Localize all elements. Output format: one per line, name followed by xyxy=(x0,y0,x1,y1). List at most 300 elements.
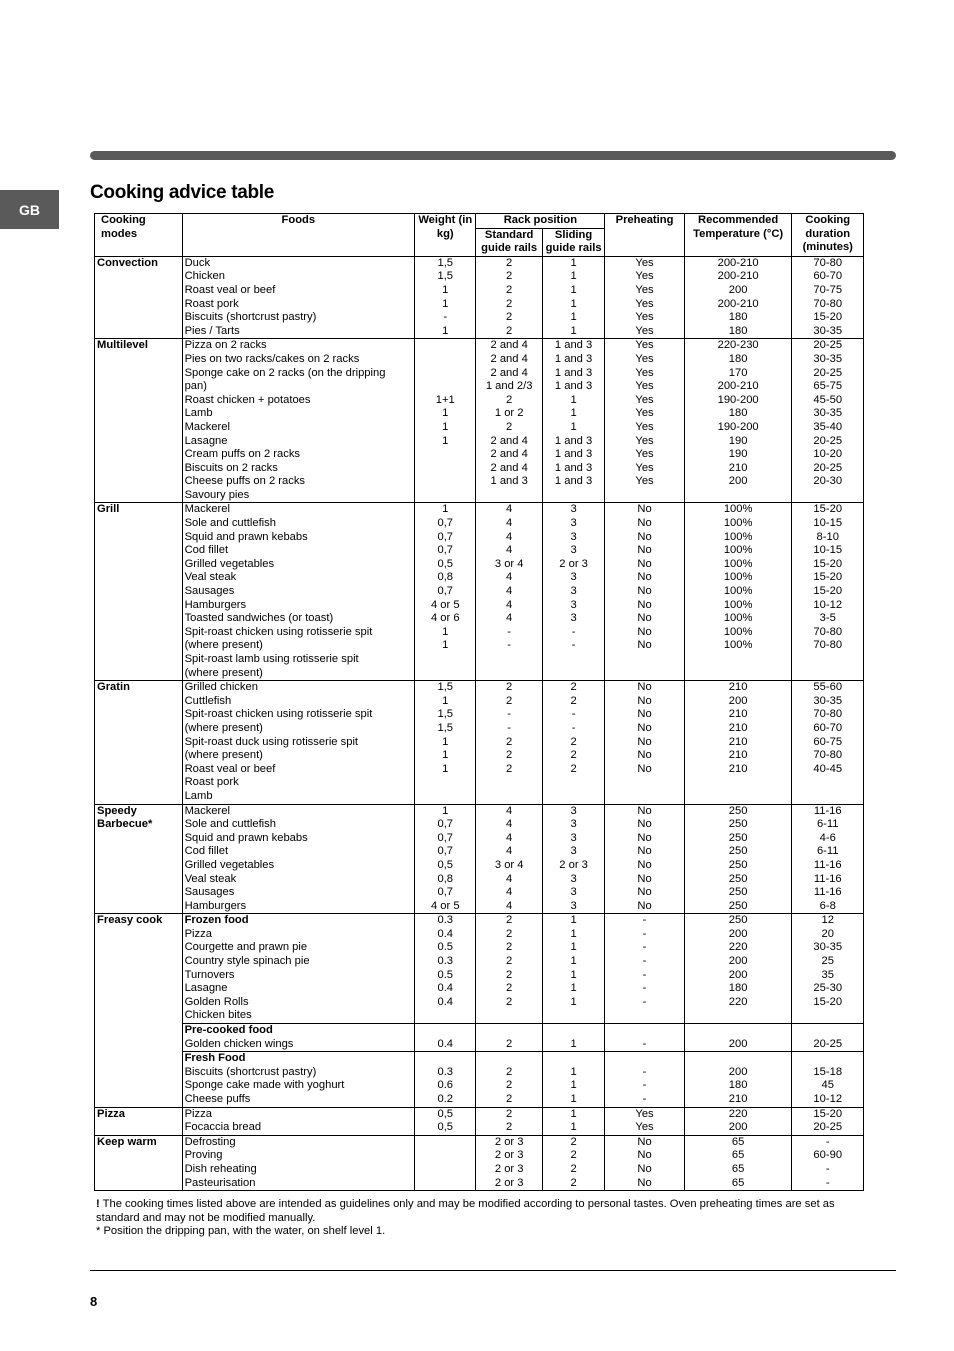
temperature-value: 250 xyxy=(728,886,748,899)
preheating-value: Yes xyxy=(635,448,654,461)
sliding-cell xyxy=(542,503,604,681)
food-item: Cheese puffs on 2 racks xyxy=(184,475,306,488)
preheating-value: No xyxy=(637,571,652,584)
duration-value: 20-25 xyxy=(813,366,843,379)
preheating-value: No xyxy=(637,639,652,652)
duration-value xyxy=(794,790,861,804)
weight-value: 1,5 xyxy=(437,256,454,269)
weight-value: 1 xyxy=(442,434,449,447)
table-row xyxy=(95,503,864,681)
preheating-value: No xyxy=(637,1162,652,1175)
bottom-rule xyxy=(90,1270,896,1271)
food-item: Biscuits on 2 racks xyxy=(184,461,278,474)
duration-value: 70-80 xyxy=(813,639,843,652)
weight-cell xyxy=(415,1135,476,1190)
sliding-cell xyxy=(542,804,604,914)
weight-value: 4 or 6 xyxy=(430,612,460,625)
preheating-value: No xyxy=(637,585,652,598)
standard-value xyxy=(478,1009,539,1023)
sliding-cell xyxy=(542,1135,604,1190)
food-item: Sausages xyxy=(184,585,235,598)
sliding-value: 3 xyxy=(570,845,577,858)
preheating-value: Yes xyxy=(635,1107,654,1120)
standard-value: 3 or 4 xyxy=(494,557,524,570)
weight-value: 0.3 xyxy=(437,1065,454,1078)
sliding-value: 2 xyxy=(570,1149,577,1162)
temperature-value: 180 xyxy=(728,311,748,324)
sliding-value: 3 xyxy=(570,571,577,584)
duration-value: 30-35 xyxy=(813,352,843,365)
weight-value: 1 xyxy=(442,297,449,310)
duration-cell xyxy=(792,339,864,503)
preheating-value: Yes xyxy=(635,461,654,474)
duration-value: 4-6 xyxy=(819,831,836,844)
weight-value: 0,5 xyxy=(437,557,454,570)
weight-value: 0.5 xyxy=(437,968,454,981)
temperature-value xyxy=(687,667,790,681)
standard-value: 2 xyxy=(506,1079,513,1092)
header-standard-rails: Standard guide rails xyxy=(476,228,542,256)
preheating-value: - xyxy=(642,927,647,940)
weight-value: 1 xyxy=(442,639,449,652)
temperature-value: 210 xyxy=(728,681,748,694)
duration-value: 11-16 xyxy=(813,886,842,899)
weight-value: 1,5 xyxy=(437,708,454,721)
sliding-value: 1 xyxy=(570,927,577,940)
standard-value xyxy=(478,776,539,790)
temperature-value: 65 xyxy=(731,1135,745,1148)
weight-value: 0.6 xyxy=(437,1079,454,1092)
preheating-value: No xyxy=(637,886,652,899)
temperature-cell xyxy=(684,339,792,503)
temperature-cell xyxy=(684,1107,792,1135)
standard-value: 2 and 4 xyxy=(490,352,528,365)
weight-value xyxy=(417,653,473,667)
sliding-value xyxy=(545,653,602,667)
food-category-heading: Fresh Food xyxy=(184,1052,246,1065)
standard-value: 2 xyxy=(506,1037,513,1050)
sliding-value: 2 xyxy=(570,1135,577,1148)
standard-cell xyxy=(476,914,542,1024)
temperature-value: 100% xyxy=(723,598,753,611)
weight-value: 0,7 xyxy=(437,831,454,844)
food-item: (where present) xyxy=(184,749,263,762)
temperature-value xyxy=(687,1009,790,1023)
standard-cell xyxy=(476,804,542,914)
header-weight: Weight (in kg) xyxy=(415,214,476,257)
duration-value xyxy=(794,489,861,503)
temperature-cell xyxy=(684,503,792,681)
cooking-mode-cell: Pizza xyxy=(95,1107,183,1135)
preheating-value: No xyxy=(637,530,652,543)
preheating-value xyxy=(607,667,682,681)
sliding-value: 3 xyxy=(570,585,577,598)
sliding-value: 3 xyxy=(570,872,577,885)
weight-value: 0.5 xyxy=(437,941,454,954)
food-item: Mackerel xyxy=(184,420,230,433)
temperature-value: 100% xyxy=(723,530,753,543)
standard-value: 4 xyxy=(506,886,513,899)
sliding-value: 1 and 3 xyxy=(554,475,593,488)
temperature-value: 100% xyxy=(723,612,753,625)
food-item: Spit-roast chicken using rotisserie spit xyxy=(184,625,373,638)
food-category-heading: Frozen food xyxy=(184,914,249,927)
sliding-cell xyxy=(542,339,604,503)
table-row xyxy=(95,1024,864,1052)
preheating-value: - xyxy=(642,1065,647,1078)
duration-value: 70-80 xyxy=(813,749,843,762)
duration-value: 20-25 xyxy=(813,1037,843,1050)
preheating-cell xyxy=(605,681,685,804)
preheating-cell xyxy=(605,804,685,914)
temperature-value: 220 xyxy=(728,995,748,1008)
food-item: Roast chicken + potatoes xyxy=(184,393,311,406)
standard-value: 2 xyxy=(506,762,513,775)
standard-cell xyxy=(476,339,542,503)
weight-cell xyxy=(415,1052,476,1107)
standard-value: 4 xyxy=(506,872,513,885)
food-item: Pizza xyxy=(184,927,212,940)
standard-value: 2 xyxy=(506,270,513,283)
temperature-value: 180 xyxy=(728,352,748,365)
temperature-value: 200-210 xyxy=(717,297,759,310)
temperature-value: 65 xyxy=(731,1176,745,1189)
preheating-value xyxy=(607,776,682,790)
sliding-value: 1 and 3 xyxy=(554,380,593,393)
weight-value: 0,7 xyxy=(437,530,454,543)
duration-cell xyxy=(792,503,864,681)
foods-cell xyxy=(182,1107,415,1135)
weight-value: 0,7 xyxy=(437,818,454,831)
sliding-value: 1 xyxy=(570,311,577,324)
weight-cell xyxy=(415,914,476,1024)
food-item: Golden chicken wings xyxy=(184,1037,294,1050)
temperature-value: 180 xyxy=(728,324,748,337)
cooking-mode-cell: Speedy Barbecue* xyxy=(95,804,183,914)
standard-value: 4 xyxy=(506,899,513,912)
standard-value: 4 xyxy=(506,804,513,817)
preheating-value: Yes xyxy=(635,283,654,296)
food-item: Sponge cake on 2 racks (on the dripping xyxy=(184,366,386,379)
temperature-cell xyxy=(684,1135,792,1190)
weight-value: 1 xyxy=(442,503,449,516)
duration-value: 15-20 xyxy=(813,557,843,570)
weight-value: 1 xyxy=(442,625,449,638)
standard-value: 2 xyxy=(506,982,513,995)
preheating-value: Yes xyxy=(635,380,654,393)
sliding-value: 3 xyxy=(570,612,577,625)
food-item: Sausages xyxy=(184,886,235,899)
sliding-value: 3 xyxy=(570,804,577,817)
duration-value: 35 xyxy=(821,968,834,981)
weight-value: 1 xyxy=(442,762,449,775)
temperature-value: 200 xyxy=(728,968,748,981)
standard-cell xyxy=(476,1024,542,1052)
standard-value: 4 xyxy=(506,612,513,625)
standard-value: 2 xyxy=(506,941,513,954)
sliding-value xyxy=(545,1052,602,1066)
weight-cell xyxy=(415,1107,476,1135)
food-item: Grilled vegetables xyxy=(184,858,275,871)
standard-value: 2 xyxy=(506,995,513,1008)
temperature-cell xyxy=(684,256,792,339)
standard-value: 4 xyxy=(506,818,513,831)
sliding-value: 1 xyxy=(570,1121,577,1134)
standard-value: 2 or 3 xyxy=(494,1176,524,1189)
duration-value: 60-75 xyxy=(813,735,843,748)
sliding-value: 1 xyxy=(570,1079,577,1092)
weight-value: 0,7 xyxy=(437,585,454,598)
food-item: Savoury pies xyxy=(184,488,250,501)
weight-value: 0.3 xyxy=(437,955,454,968)
preheating-value: Yes xyxy=(635,407,654,420)
duration-value xyxy=(794,653,861,667)
page-number: 8 xyxy=(90,1294,98,1309)
standard-value: 2 xyxy=(506,420,513,433)
temperature-cell xyxy=(684,914,792,1024)
cooking-mode-cell: Keep warm xyxy=(95,1135,183,1190)
duration-value: 8-10 xyxy=(816,530,839,543)
sliding-cell xyxy=(542,681,604,804)
weight-value: 0,7 xyxy=(437,845,454,858)
standard-cell xyxy=(476,1135,542,1190)
sliding-value: 1 xyxy=(570,297,577,310)
sliding-value: 3 xyxy=(570,818,577,831)
food-item: Courgette and prawn pie xyxy=(184,941,308,954)
standard-value: 4 xyxy=(506,585,513,598)
food-item: Cod fillet xyxy=(184,544,229,557)
preheating-cell xyxy=(605,1135,685,1190)
food-item: Duck xyxy=(184,256,211,269)
food-item: Pizza on 2 racks xyxy=(184,339,267,352)
food-item: (where present) xyxy=(184,666,263,679)
sliding-value: 1 xyxy=(570,968,577,981)
weight-cell xyxy=(415,681,476,804)
food-item: Chicken xyxy=(184,270,225,283)
weight-value xyxy=(417,1052,473,1066)
food-category-heading: Pre-cooked food xyxy=(184,1024,273,1037)
preheating-value: No xyxy=(637,804,652,817)
table-row xyxy=(95,1107,864,1135)
preheating-value: Yes xyxy=(635,324,654,337)
weight-cell xyxy=(415,1024,476,1052)
duration-value: 6-11 xyxy=(816,818,839,831)
temperature-value: 210 xyxy=(728,762,748,775)
sliding-value: 1 xyxy=(570,914,577,927)
foods-cell xyxy=(182,914,415,1024)
table-row xyxy=(95,339,864,503)
food-item: Pies on two racks/cakes on 2 racks xyxy=(184,352,360,365)
food-item: Roast pork xyxy=(184,297,239,310)
sliding-value: 3 xyxy=(570,886,577,899)
temperature-value xyxy=(687,653,790,667)
header-preheating: Preheating xyxy=(605,214,685,257)
foods-cell xyxy=(182,256,415,339)
sliding-value xyxy=(545,667,602,681)
sliding-value: 3 xyxy=(570,598,577,611)
weight-value: 0,7 xyxy=(437,886,454,899)
duration-value: 20-25 xyxy=(813,434,843,447)
table-row xyxy=(95,256,864,339)
footnote-dripping-pan: * Position the dripping pan, with the water, on shelf level 1. xyxy=(96,1225,386,1238)
standard-value: 2 and 4 xyxy=(490,461,528,474)
standard-cell xyxy=(476,1052,542,1107)
temperature-value: 220 xyxy=(728,941,748,954)
duration-value: 12 xyxy=(821,914,834,927)
preheating-value xyxy=(607,790,682,804)
sliding-value: 1 xyxy=(570,283,577,296)
sliding-value: 2 xyxy=(570,749,577,762)
preheating-value: Yes xyxy=(635,352,654,365)
sliding-value: 1 and 3 xyxy=(554,366,593,379)
temperature-value: 100% xyxy=(723,557,753,570)
sliding-value: - xyxy=(571,625,576,638)
duration-cell xyxy=(792,1135,864,1190)
weight-value: 1,5 xyxy=(437,721,454,734)
weight-value xyxy=(417,1163,473,1177)
footnote-guidelines xyxy=(96,1198,866,1225)
sliding-value: 2 xyxy=(570,1176,577,1189)
preheating-value: No xyxy=(637,503,652,516)
preheating-value: - xyxy=(642,1037,647,1050)
temperature-value: 190-200 xyxy=(717,393,759,406)
weight-value: 1 xyxy=(442,694,449,707)
standard-value: 2 xyxy=(506,1107,513,1120)
standard-value: 2 and 4 xyxy=(490,339,528,352)
preheating-value: No xyxy=(637,517,652,530)
header-sliding-rails: Sliding guide rails xyxy=(542,228,604,256)
duration-value: 25-30 xyxy=(813,982,843,995)
table-row xyxy=(95,914,864,1024)
weight-value: 1 xyxy=(442,804,449,817)
food-item: Lamb xyxy=(184,407,213,420)
weight-cell xyxy=(415,503,476,681)
sliding-value: 3 xyxy=(570,503,577,516)
duration-value: 70-80 xyxy=(813,256,843,269)
food-item: Sole and cuttlefish xyxy=(184,517,276,530)
preheating-value: No xyxy=(637,1176,652,1189)
standard-value: 4 xyxy=(506,571,513,584)
preheating-value: Yes xyxy=(635,434,654,447)
preheating-value: No xyxy=(637,818,652,831)
weight-value xyxy=(417,667,473,681)
food-item: Cod fillet xyxy=(184,845,229,858)
duration-value: 11-16 xyxy=(813,872,842,885)
duration-cell xyxy=(792,804,864,914)
duration-value: 20-25 xyxy=(813,1121,843,1134)
sliding-value: 1 xyxy=(570,1037,577,1050)
sliding-value: 1 xyxy=(570,1107,577,1120)
header-rack-position: Rack position xyxy=(476,214,605,229)
preheating-value: No xyxy=(637,899,652,912)
temperature-value: 200 xyxy=(728,475,748,488)
standard-value xyxy=(478,489,539,503)
food-item: Squid and prawn kebabs xyxy=(184,530,308,543)
preheating-value: No xyxy=(637,544,652,557)
standard-value: 4 xyxy=(506,598,513,611)
duration-value: 20-25 xyxy=(813,339,843,352)
duration-value xyxy=(794,1024,861,1038)
temperature-value: 100% xyxy=(723,571,753,584)
standard-value: 2 xyxy=(506,681,513,694)
duration-cell xyxy=(792,1107,864,1135)
temperature-value: 200-210 xyxy=(717,256,759,269)
preheating-value: No xyxy=(637,681,652,694)
duration-value: 60-90 xyxy=(813,1149,843,1162)
sliding-value: 3 xyxy=(570,544,577,557)
preheating-value: No xyxy=(637,598,652,611)
preheating-value: Yes xyxy=(635,270,654,283)
preheating-value: - xyxy=(642,982,647,995)
table-row xyxy=(95,681,864,804)
preheating-value: No xyxy=(637,612,652,625)
preheating-cell xyxy=(605,503,685,681)
duration-value: 20 xyxy=(821,927,834,940)
duration-value: 45 xyxy=(821,1079,834,1092)
food-item: Focaccia bread xyxy=(184,1121,262,1134)
standard-value: 4 xyxy=(506,517,513,530)
standard-cell xyxy=(476,681,542,804)
temperature-value: 200 xyxy=(728,283,748,296)
food-item: Dish reheating xyxy=(184,1162,257,1175)
preheating-cell xyxy=(605,914,685,1024)
temperature-value: 250 xyxy=(728,804,748,817)
preheating-value: No xyxy=(637,625,652,638)
duration-value: 6-8 xyxy=(819,899,836,912)
food-item: Sole and cuttlefish xyxy=(184,818,276,831)
sliding-value: - xyxy=(571,721,576,734)
temperature-value: 220-230 xyxy=(717,339,759,352)
standard-value: 2 xyxy=(506,311,513,324)
weight-value xyxy=(417,448,473,462)
temperature-value: 65 xyxy=(731,1162,745,1175)
food-item: Veal steak xyxy=(184,872,237,885)
duration-cell xyxy=(792,256,864,339)
standard-value xyxy=(478,1024,539,1038)
sliding-value: 1 and 3 xyxy=(554,448,593,461)
duration-cell xyxy=(792,1052,864,1107)
sliding-value xyxy=(545,1009,602,1023)
weight-value: 0.4 xyxy=(437,982,454,995)
weight-value: 1,5 xyxy=(437,270,454,283)
preheating-cell xyxy=(605,339,685,503)
standard-value: 2 xyxy=(506,968,513,981)
page-title: Cooking advice table xyxy=(90,182,275,203)
temperature-value: 250 xyxy=(728,899,748,912)
food-item: Cuttlefish xyxy=(184,694,232,707)
foods-cell xyxy=(182,804,415,914)
duration-value: 55-60 xyxy=(813,681,843,694)
duration-value: 60-70 xyxy=(813,270,843,283)
preheating-value: No xyxy=(637,1149,652,1162)
temperature-value: 100% xyxy=(723,503,753,516)
preheating-value: - xyxy=(642,1093,647,1105)
preheating-value xyxy=(607,1009,682,1023)
weight-value xyxy=(417,489,473,503)
food-item: Roast veal or beef xyxy=(184,762,276,775)
duration-value: 10-12 xyxy=(813,598,843,611)
temperature-value: 220 xyxy=(728,1107,748,1120)
standard-value: 2 or 3 xyxy=(494,1149,524,1162)
duration-value: 45-50 xyxy=(813,393,843,406)
sliding-value: 1 xyxy=(570,982,577,995)
duration-value: 25 xyxy=(821,955,834,968)
sliding-cell xyxy=(542,1024,604,1052)
sliding-value: 2 or 3 xyxy=(559,858,588,871)
food-item: Grilled vegetables xyxy=(184,557,275,570)
preheating-value: - xyxy=(642,914,647,927)
sliding-cell xyxy=(542,256,604,339)
